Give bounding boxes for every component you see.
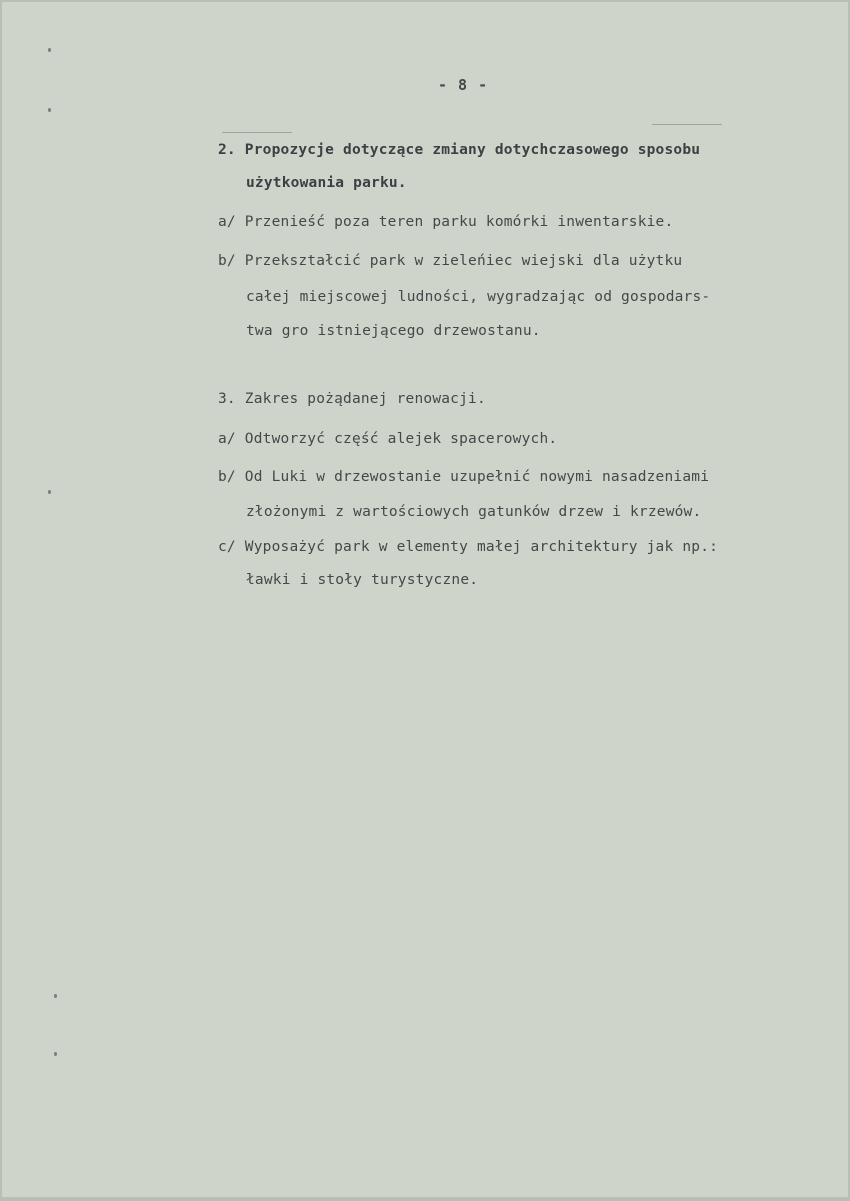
section-3-item-a: a/ Odtworzyć część alejek spacerowych.: [218, 431, 558, 447]
section-3-item-b-line-1: b/ Od Luki w drzewostanie uzupełnić nowymi nasadzeniami: [218, 469, 710, 485]
section-3-item-b-line-2: złożonymi z wartościowych gatunków drzew i krzewów.: [246, 504, 702, 520]
section-3-item-c-line-2: ławki i stoły turystyczne.: [246, 572, 479, 588]
section-2-item-a: a/ Przenieść poza teren parku komórki inwentarskie.: [218, 214, 674, 230]
section-3-item-c-line-1: c/ Wyposażyć park w elementy małej architektury jak np.:: [218, 539, 719, 555]
section-2-heading-line-1: 2. Propozycje dotyczące zmiany dotychczasowego sposobu: [218, 142, 701, 158]
section-3-heading: 3. Zakres pożądanej renowacji.: [218, 391, 486, 407]
section-2-heading-line-2: użytkowania parku.: [246, 175, 407, 191]
underline-mark: [222, 132, 292, 133]
section-2-item-b-line-1: b/ Przekształcić park w zieleńiec wiejski dla użytku: [218, 253, 683, 269]
margin-speck: [54, 1052, 57, 1056]
underline-mark: [652, 124, 722, 125]
document-page: [2, 2, 848, 1197]
margin-speck: [48, 108, 51, 112]
section-2-item-b-line-3: twa gro istniejącego drzewostanu.: [246, 323, 541, 339]
margin-speck: [54, 994, 57, 998]
section-2-item-b-line-2: całej miejscowej ludności, wygradzając od gospodars-: [246, 289, 711, 305]
margin-speck: [48, 48, 51, 52]
page-number: - 8 -: [438, 76, 489, 94]
margin-speck: [48, 490, 51, 494]
